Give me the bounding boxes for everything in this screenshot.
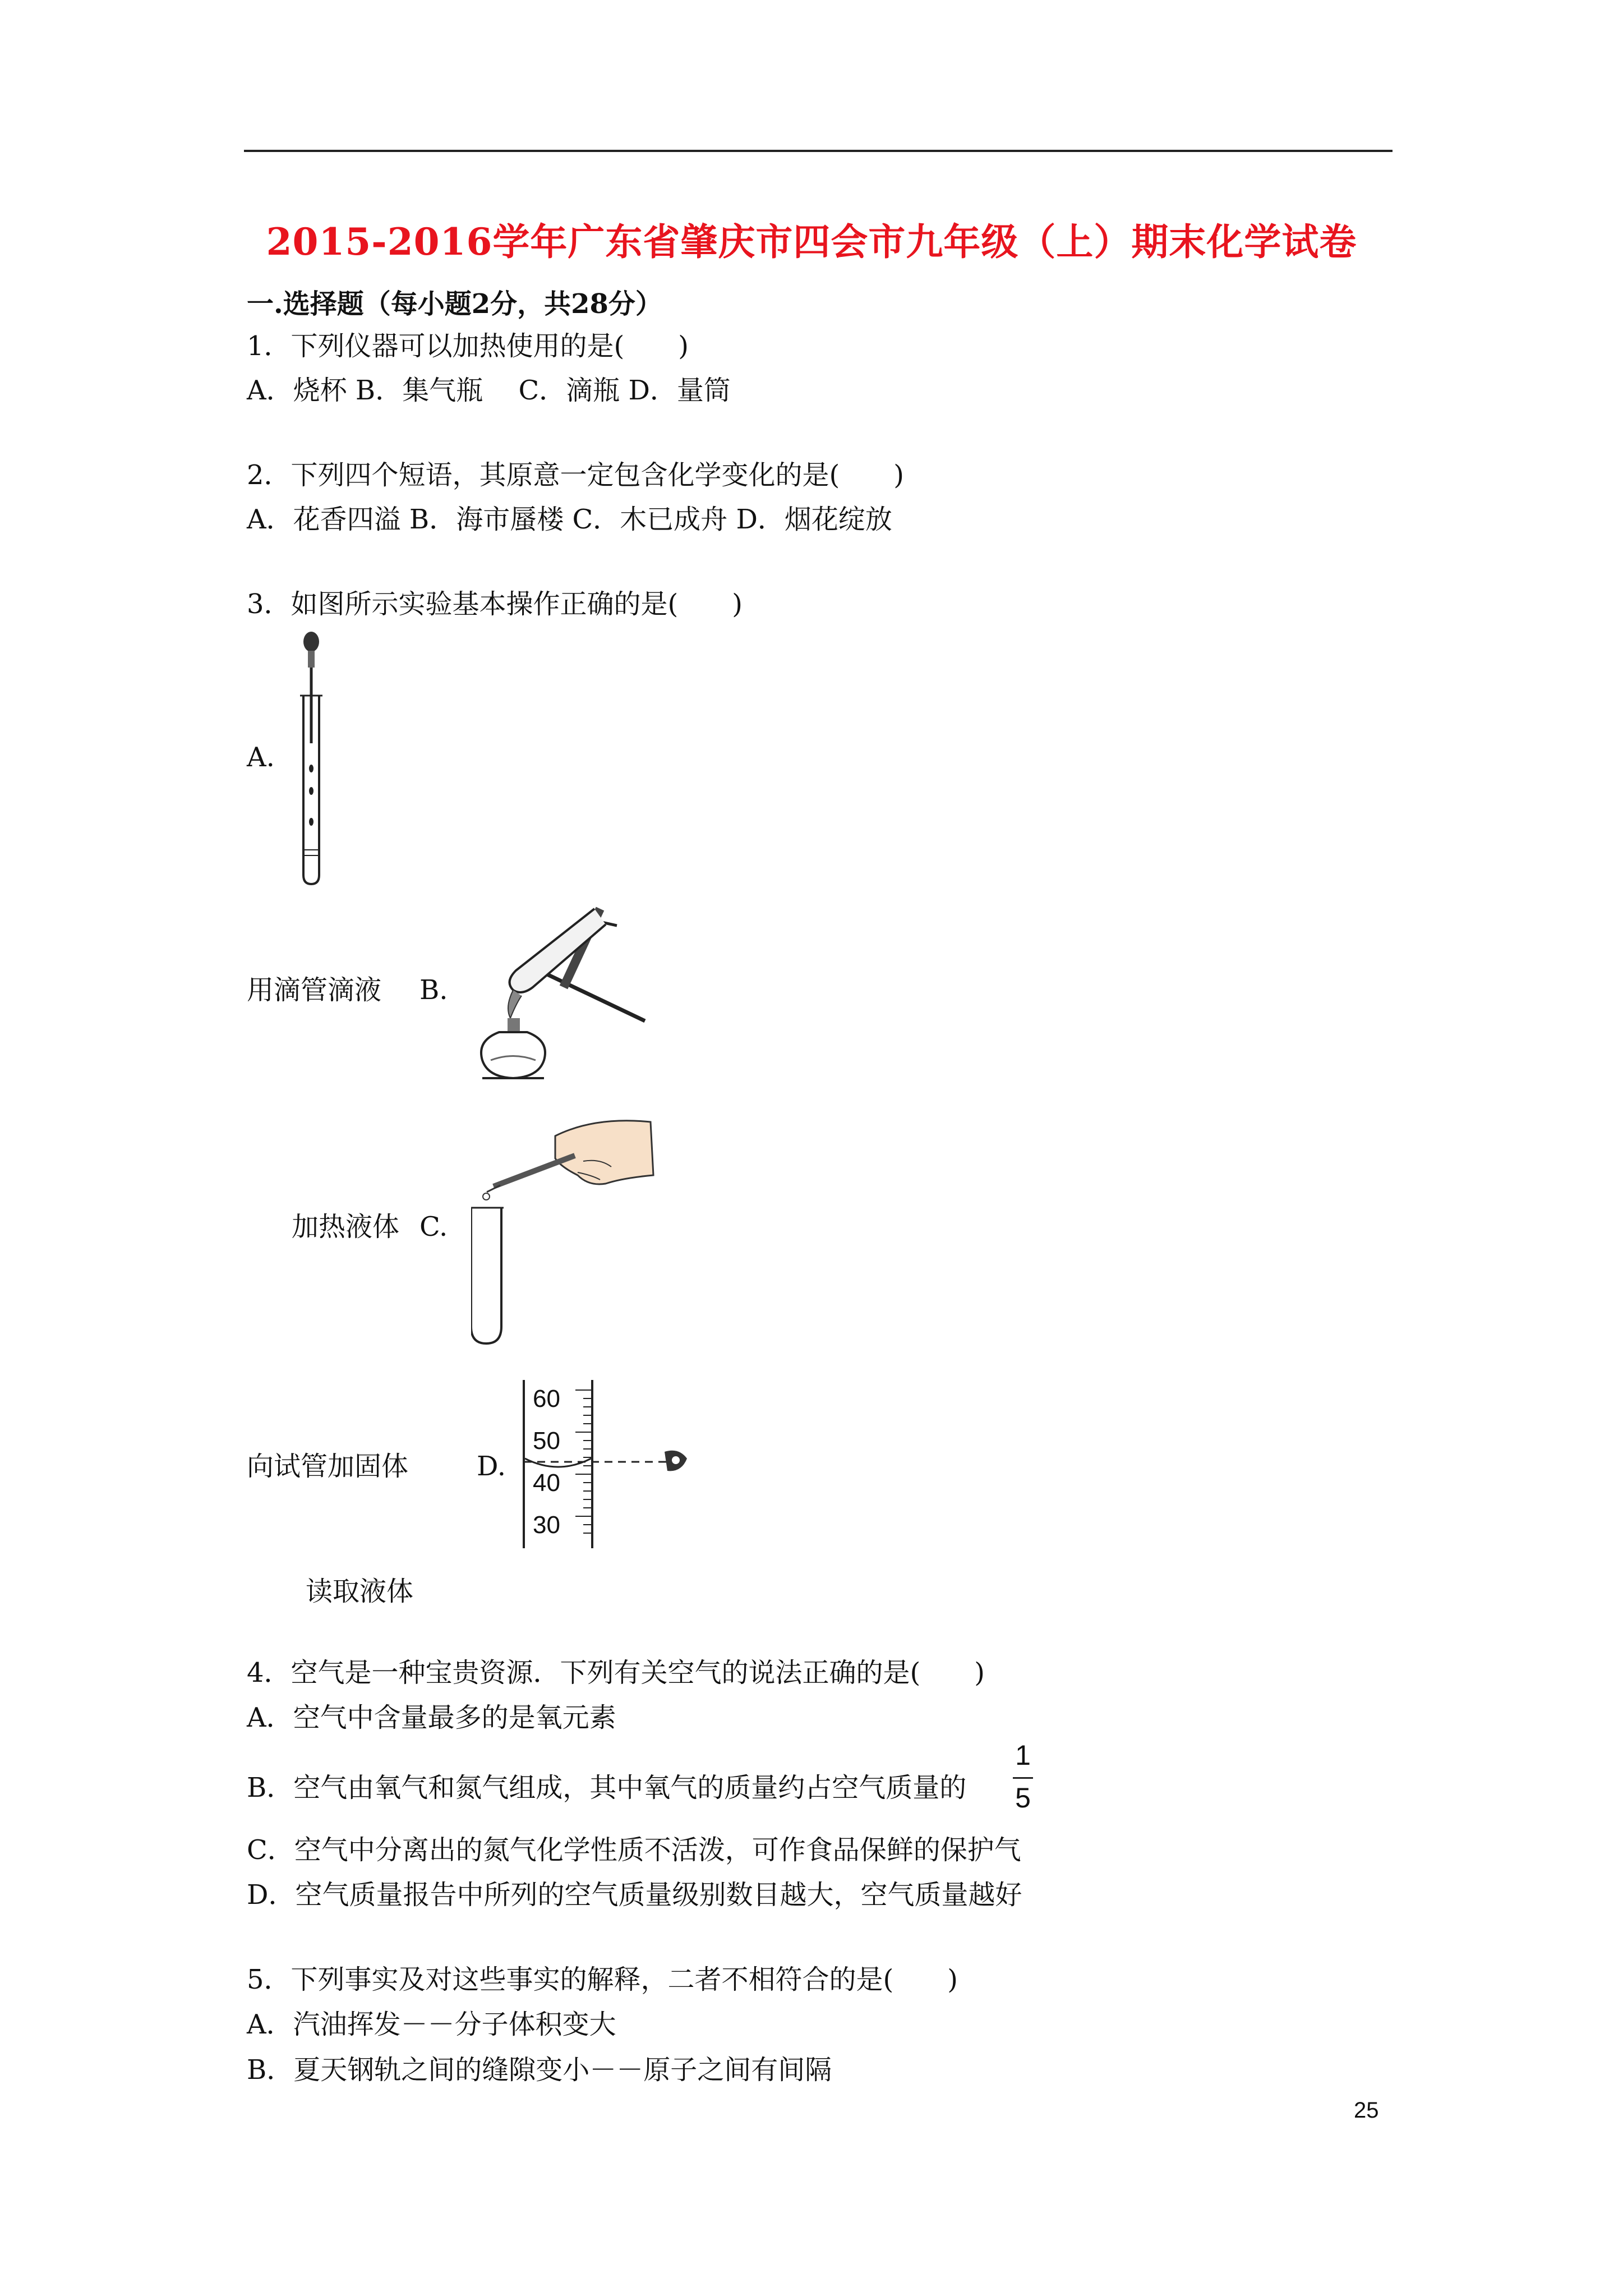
question-4-stem: 4．空气是一种宝贵资源．下列有关空气的说法正确的是( ) <box>247 1657 985 1688</box>
exam-title: 2015-2016学年广东省肇庆市四会市九年级（上）期末化学试卷 <box>266 220 1357 264</box>
cylinder-tick-40: 40 <box>533 1469 560 1497</box>
option-a-letter: A. <box>247 742 275 773</box>
option-b-letter: B. <box>419 974 448 1006</box>
question-4-option-d: D．空气质量报告中所列的空气质量级别数目越大，空气质量越好 <box>247 1879 1022 1911</box>
question-3-stem: 3．如图所示实验基本操作正确的是( ) <box>247 588 743 620</box>
fraction-numerator: 1 <box>1015 1740 1031 1771</box>
question-4-option-a: A．空气中含量最多的是氧元素 <box>247 1702 616 1733</box>
option-a-caption: 用滴管滴液 <box>247 974 382 1006</box>
question-5-stem: 5．下列事实及对这些事实的解释，二者不相符合的是( ) <box>247 1964 958 1995</box>
question-2-options: A．花香四溢 B．海市蜃楼 C．木已成舟 D．烟花绽放 <box>247 504 892 535</box>
question-2-stem: 2．下列四个短语，其原意一定包含化学变化的是( ) <box>247 459 904 491</box>
question-1-stem: 1．下列仪器可以加热使用的是( ) <box>247 330 689 362</box>
question-1-options: A．烧杯 B．集气瓶 C．滴瓶 D．量筒 <box>247 375 731 406</box>
header-rule <box>244 150 1393 152</box>
cylinder-tick-30: 30 <box>533 1511 560 1539</box>
question-5-option-b: B．夏天钢轨之间的缝隙变小－－原子之间有间隔 <box>247 2054 832 2086</box>
section-heading: 一.选择题（每小题2分，共28分） <box>247 288 662 320</box>
dropper-figure <box>283 628 339 886</box>
spatula-figure <box>471 1114 656 1349</box>
page-number: 25 <box>1354 2098 1379 2123</box>
option-c-caption: 向试管加固体 <box>247 1451 409 1482</box>
option-c-letter: C. <box>419 1211 448 1243</box>
option-b-caption: 加热液体 <box>292 1211 400 1243</box>
fraction-bar <box>1013 1777 1033 1779</box>
cylinder-tick-60: 60 <box>533 1385 560 1412</box>
heating-figure <box>460 898 656 1088</box>
option-d-caption: 读取液体 <box>306 1576 414 1607</box>
cylinder-tick-50: 50 <box>533 1427 560 1455</box>
question-4-option-c: C．空气中分离出的氮气化学性质不活泼，可作食品保鲜的保护气 <box>247 1834 1021 1866</box>
fraction-denominator: 5 <box>1015 1782 1031 1814</box>
question-4-option-b: B．空气由氧气和氮气组成，其中氧气的质量约占空气质量的 <box>247 1772 967 1803</box>
option-d-letter: D. <box>477 1451 506 1482</box>
question-5-option-a: A．汽油挥发－－分子体积变大 <box>247 2009 616 2040</box>
